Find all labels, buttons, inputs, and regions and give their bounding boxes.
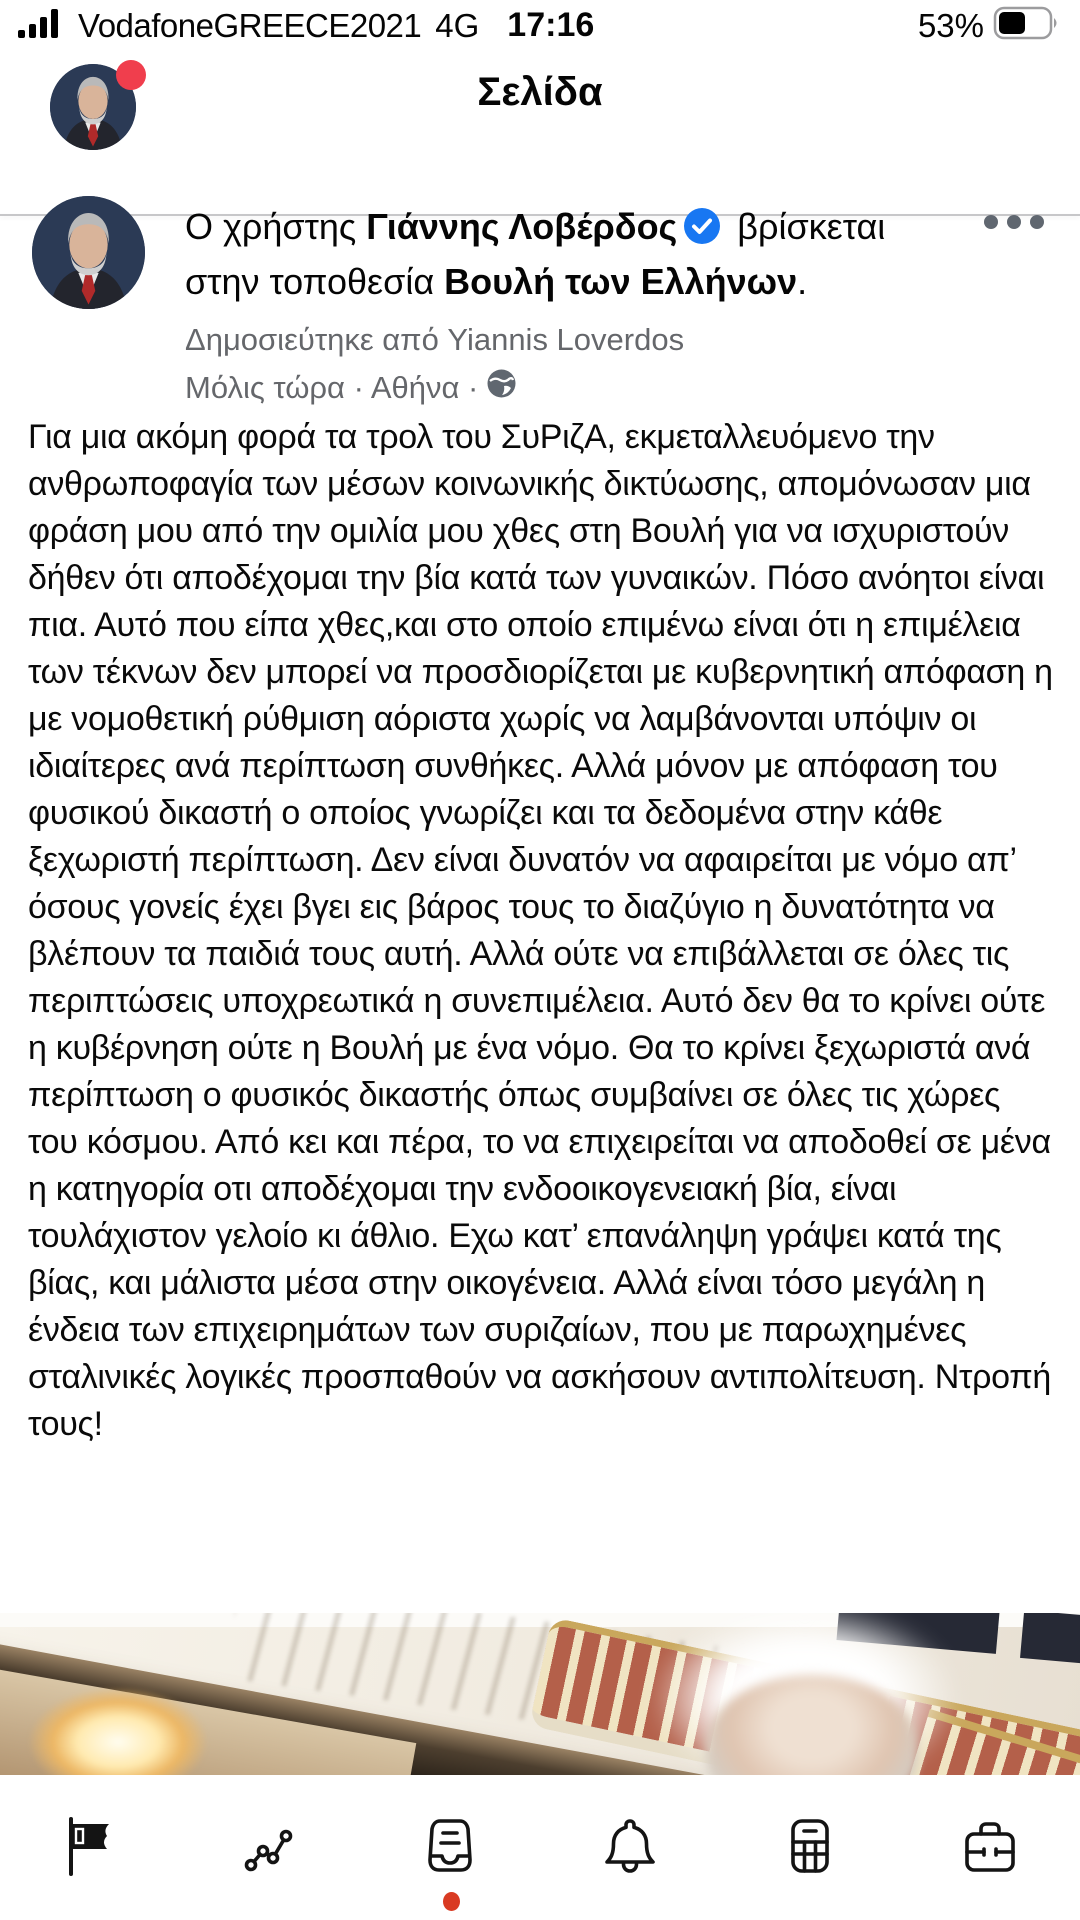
post-photo[interactable] <box>0 1613 1080 1775</box>
bottom-tab-bar <box>0 1788 1080 1920</box>
page-title: Σελίδα <box>477 70 603 114</box>
network-type-label: 4G <box>435 6 480 44</box>
tab-ads[interactable] <box>720 1810 900 1882</box>
bell-icon <box>598 1814 662 1878</box>
status-bar <box>0 0 1080 52</box>
insights-chart-icon <box>238 1814 302 1878</box>
carrier-label: VodafoneGREECE2021 <box>78 6 422 44</box>
signal-bars-icon <box>18 6 64 45</box>
tab-business-tools[interactable] <box>900 1810 1080 1882</box>
tab-insights[interactable] <box>180 1810 360 1882</box>
flag-icon <box>58 1814 122 1878</box>
timestamp-label: Μόλις τώρα · Αθήνα · <box>185 369 479 405</box>
headline-prefix: Ο χρήστης <box>185 206 367 247</box>
grid-icon <box>778 1814 842 1878</box>
post-body-text: Για μια ακόμη φορά τα τρολ του ΣυΡιζΑ, εκμεταλλευόμενο την ανθρωποφαγία των μέσων κοινωνικής δικτύωσης, απομόνωσαν μια φράση μου από την ομιλία μου χθες στη Βουλή για να ισχυριστούν δήθεν ότι αποδέχομαι την βία κατά των γυναικών. Πόσο ανόητοι είναι πια. Αυτό που είπα χθες,και στο οποίο επιμένω είναι ότι η επιμέλεια των τέκνων δεν μπορεί να προσδιορίζεται με κυβερνητική απόφαση η με νομοθετική ρύθμιση αόριστα χωρίς να λαμβάνονται υπόψιν οι ιδιαίτερες ανά περίπτωση συνθήκες. Αλλά μόνον με απόφαση του φυσικού δικαστή ο οποίος γνωρίζει και τα δεδομένα στην κάθε ξεχωριστή περίπτωση. Δεν είναι δυνατόν να αφαιρείται με νόμο απ’ όσους γονείς έχει βγει εις βάρος τους το διαζύγιο η δυνατότητα να βλέπουν τα παιδιά τους αυτή. Αλλά ούτε να επιβάλλεται σε όλες τις περιπτώσεις υποχρεωτικά η συνεπιμέλεια. Αυτό δεν θα το κρίνει ούτε η κυβέρνηση ούτε η Βουλή με ένα νόμο. Θα το κρίνει ξεχωριστά ανά περίπτωση ο φυσικός δικαστής όπως συμβαίνει σε όλες τις χώρες του κόσμου. Από κει και πέρα, το να επιχειρείται να αποδοθεί σε μένα η κατηγορία οτι αποδέχομαι την ενδοοικογενειακή βία, είναι τουλάχιστον γελοίο κι άθλιο. Εχω κατ’ επανάληψη γράψει κατά της βίας, και μάλιστα μέσα στην οικογένεια. Αλλά είναι τόσο μεγάλη η ένδεια των επιχειρημάτων των συριζαίων, που με παρωχημένες σταλινικές λογικές προσπαθούν να ασκήσουν αντιπολίτευση. Ντροπή τους! <box>28 418 1053 1443</box>
battery-percent: 53% <box>917 6 984 44</box>
post-meta <box>185 368 517 407</box>
location-name[interactable]: Βουλή των Ελλήνων <box>444 261 798 302</box>
photo-window <box>1020 1613 1080 1664</box>
verified-badge-icon <box>683 207 721 257</box>
clock: 17:16 <box>507 6 595 44</box>
inbox-icon <box>418 1814 482 1878</box>
post-headline[interactable] <box>185 202 965 306</box>
inbox-unread-dot <box>443 1892 460 1911</box>
briefcase-icon <box>958 1814 1022 1878</box>
post-author-avatar[interactable] <box>32 196 145 309</box>
headline-action: βρίσκεται στην τοποθεσία <box>185 206 886 302</box>
tab-pages[interactable] <box>0 1810 180 1882</box>
post-menu-button[interactable] <box>984 215 1044 229</box>
app-header <box>0 52 1080 164</box>
published-by-label: Δημοσιεύτηκε από Yiannis Loverdos <box>185 322 685 357</box>
author-name[interactable]: Γιάννης Λοβέρδος <box>366 206 678 247</box>
globe-icon <box>486 368 517 407</box>
tab-notifications[interactable] <box>540 1810 720 1882</box>
battery-icon <box>994 6 1060 45</box>
tab-inbox[interactable] <box>360 1810 540 1882</box>
headline-suffix: . <box>797 261 808 302</box>
